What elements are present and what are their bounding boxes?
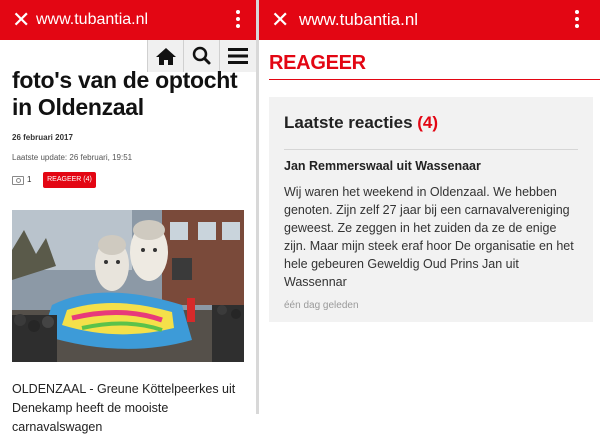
url-text[interactable]: www.tubantia.nl [36,11,149,28]
url-text[interactable]: www.tubantia.nl [299,10,419,29]
close-icon[interactable]: ✕ [12,7,31,32]
comment-time: één dag geleden [284,300,359,311]
comments-card [269,97,593,322]
photo-count: 1 [27,175,32,184]
close-icon[interactable]: ✕ [271,7,290,32]
reageer-heading: REAGEER [269,52,366,74]
comments-count: (4) [417,113,439,132]
more-vert-icon[interactable] [575,10,579,31]
comment-author: Jan Remmerswaal uit Wassenaar [284,159,481,173]
comments-title-text: Laatste reacties [284,113,413,132]
article-date: 26 februari 2017 [12,133,73,142]
browser-url-bar-right [259,0,600,40]
browser-url-bar [0,0,256,40]
article-title: foto's van de optocht in Oldenzaal [12,67,238,120]
camera-icon [12,176,24,185]
comments-title [284,113,438,133]
comment-text: Wij waren het weekend in Oldenzaal. We hebben genoten. Zijn zelf 27 jaar bij een carnavalvereniging geweest. Ze zeggen in het zuiden da ze de enige zijn. Maar mijn steek eraf hoor De organisatie en het hele gebeuren Geweldig Oud Prins Jan uit Wassennar [284,185,574,289]
article-lead: OLDENZAAL - Greune Köttelpeerkes uit Denekamp heeft de mooiste carnavalswagen [12,382,236,434]
more-vert-icon[interactable] [236,10,240,31]
comments-pane [259,0,600,414]
last-updated: Laatste update: 26 februari, 19:51 [12,153,133,162]
comments-divider [284,149,578,150]
carnival-parade-photo[interactable] [12,210,244,362]
article-pane [0,0,256,434]
heading-rule [269,79,600,80]
reageer-button[interactable]: REAGEER (4) [43,172,96,188]
